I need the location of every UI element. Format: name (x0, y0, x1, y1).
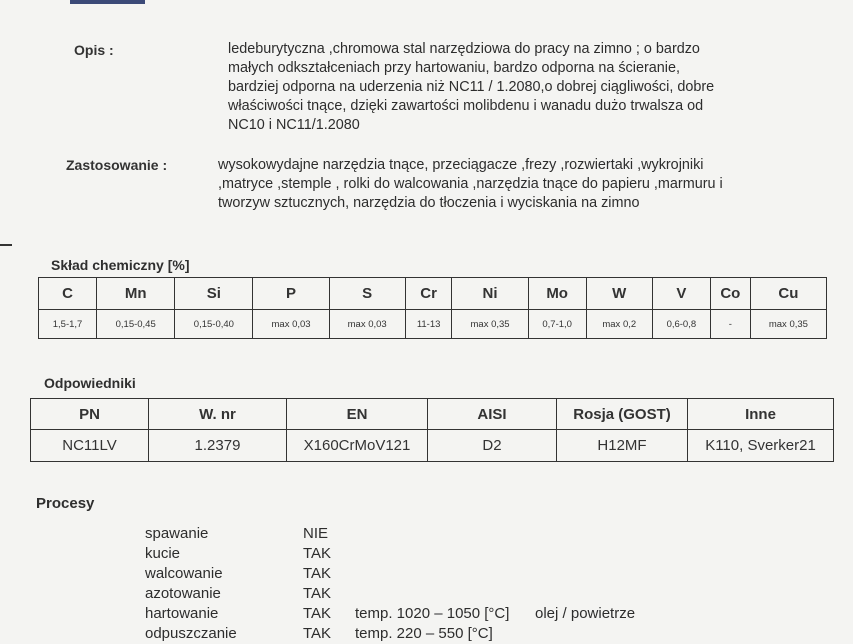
element-header: S (329, 278, 405, 310)
odpowiedniki-title: Odpowiedniki (44, 375, 136, 391)
element-value: 0,7-1,0 (528, 310, 586, 339)
process-name: walcowanie (145, 565, 223, 582)
margin-tick-mark (0, 244, 12, 246)
element-header: C (39, 278, 97, 310)
opis-line: NC10 i NC11/1.2080 (228, 117, 360, 133)
table-row (31, 430, 834, 462)
standard-value: NC11LV (31, 430, 149, 462)
process-note: olej / powietrze (535, 605, 636, 622)
process-flag: TAK (303, 565, 332, 582)
zastosowanie-line: ,matryce ,stemple , rolki do walcowania ,narzędzia tnące do papieru ,marmuru i (218, 176, 723, 192)
table-row (39, 310, 827, 339)
process-flag: TAK (303, 625, 332, 642)
zastosowanie-line: tworzyw sztucznych, narzędzia do tłoczenia i wyciskania na zimno (218, 195, 640, 211)
element-header: Si (175, 278, 253, 310)
element-header: Mo (528, 278, 586, 310)
process-temp: temp. 220 – 550 [°C] (355, 625, 493, 642)
process-flag: TAK (303, 585, 332, 602)
element-value: max 0,35 (452, 310, 528, 339)
standard-value: X160CrMoV121 (287, 430, 428, 462)
element-value: max 0,03 (329, 310, 405, 339)
element-value: 1,5-1,7 (39, 310, 97, 339)
element-header: V (652, 278, 710, 310)
element-value: max 0,35 (750, 310, 826, 339)
standard-value: D2 (428, 430, 557, 462)
element-value: 11-13 (405, 310, 452, 339)
standard-header: EN (287, 399, 428, 430)
opis-line: ledeburytyczna ,chromowa stal narzędziowa do pracy na zimno ; o bardzo (228, 41, 700, 57)
process-name: spawanie (145, 525, 209, 542)
standard-header: Rosja (GOST) (557, 399, 688, 430)
element-header: Cu (750, 278, 826, 310)
opis-label: Opis : (74, 42, 114, 58)
standard-value: K110, Sverker21 (688, 430, 834, 462)
element-value: 0,15-0,40 (175, 310, 253, 339)
header-color-bar (70, 0, 145, 4)
table-header-row (31, 399, 834, 430)
element-value: max 0,2 (586, 310, 652, 339)
zastosowanie-line: wysokowydajne narzędzia tnące, przeciągacze ,frezy ,rozwiertaki ,wykrojniki (218, 157, 704, 173)
process-name: kucie (145, 545, 181, 562)
element-header: Co (710, 278, 750, 310)
process-flag: NIE (303, 525, 329, 542)
zastosowanie-text (218, 156, 723, 213)
process-temp: temp. 1020 – 1050 [°C] (355, 605, 510, 622)
standard-header: PN (31, 399, 149, 430)
element-header: Ni (452, 278, 528, 310)
chemical-composition-table (38, 277, 827, 339)
element-value: 0,6-0,8 (652, 310, 710, 339)
sklad-title: Skład chemiczny [%] (51, 257, 190, 273)
standard-header: Inne (688, 399, 834, 430)
standard-value: 1.2379 (149, 430, 287, 462)
opis-text (228, 40, 714, 135)
element-header: Mn (97, 278, 175, 310)
procesy-title: Procesy (36, 495, 95, 512)
opis-line: właściwości tnące, dzięki zawartości molibdenu i wanadu dużo trwalsza od (228, 98, 704, 114)
standard-header: AISI (428, 399, 557, 430)
process-flag: TAK (303, 605, 332, 622)
process-flag: TAK (303, 545, 332, 562)
process-name: odpuszczanie (145, 625, 237, 642)
equivalents-table (30, 398, 834, 462)
opis-line: małych odkształceniach przy hartowaniu, bardzo odporna na ścieranie, (228, 60, 680, 76)
element-header: Cr (405, 278, 452, 310)
element-value: - (710, 310, 750, 339)
standard-value: H12MF (557, 430, 688, 462)
table-header-row (39, 278, 827, 310)
process-name: hartowanie (145, 605, 219, 622)
zastosowanie-label: Zastosowanie : (66, 157, 168, 173)
process-name: azotowanie (145, 585, 221, 602)
element-header: W (586, 278, 652, 310)
opis-line: bardziej odporna na uderzenia niż NC11 / 1.2080,o dobrej ciągliwości, dobre (228, 79, 715, 95)
element-header: P (253, 278, 329, 310)
element-value: max 0,03 (253, 310, 329, 339)
element-value: 0,15-0,45 (97, 310, 175, 339)
standard-header: W. nr (149, 399, 287, 430)
